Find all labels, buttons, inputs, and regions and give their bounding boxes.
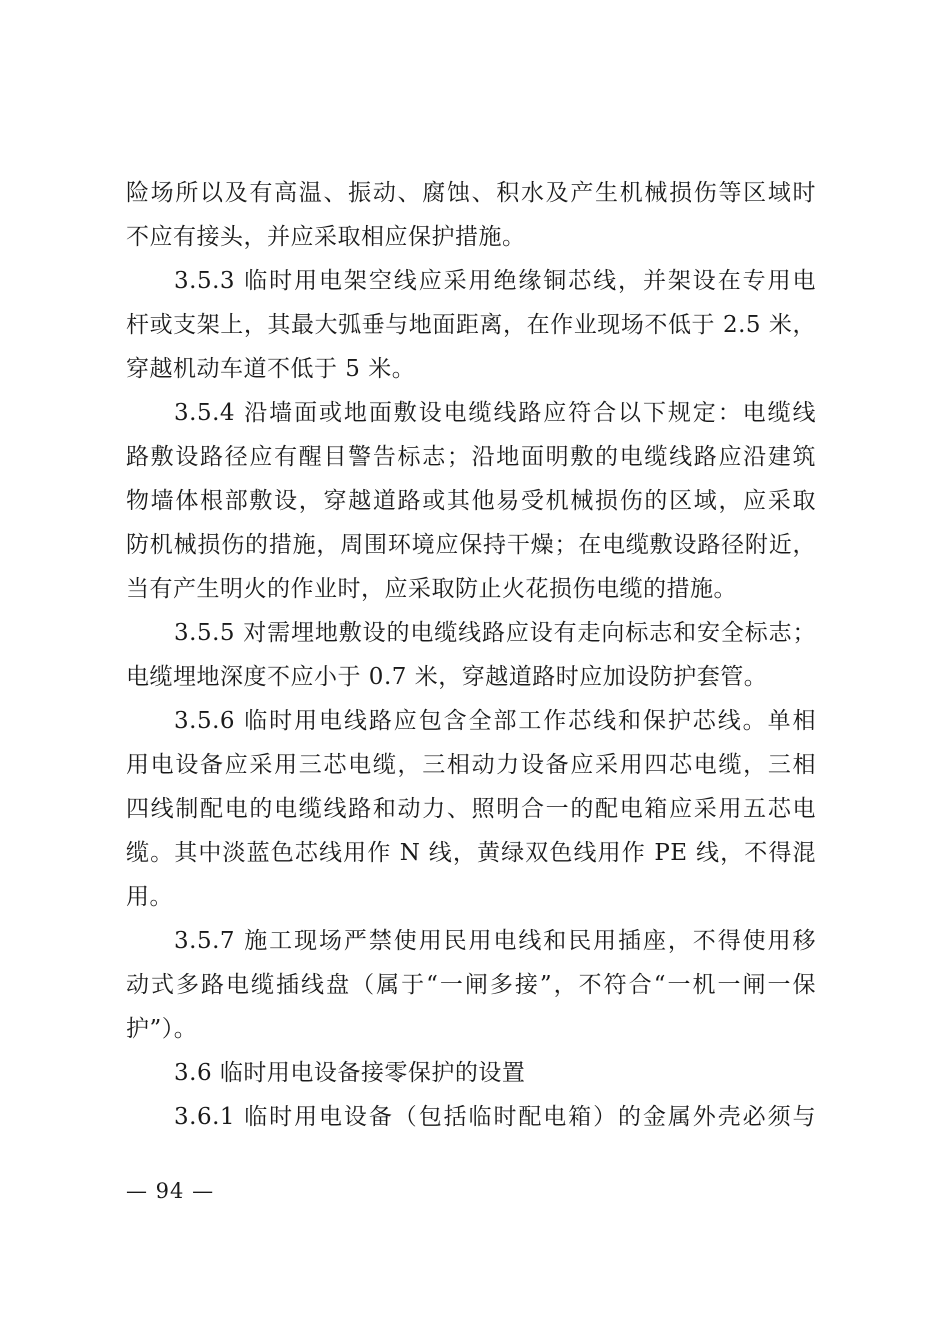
text-line: 用。 [126,884,173,910]
text-line: 防机械损伤的措施，周围环境应保持干燥；在电缆敷设路径附近， [126,532,816,558]
text-line: 用电设备应采用三芯电缆，三相动力设备应采用四芯电缆，三相 [126,752,816,778]
text-line: 动式多路电缆插线盘（属于“一闸多接”，不符合“一机一闸一保 [126,972,816,998]
page-number: — 94 — [126,1179,215,1203]
text-line: 当有产生明火的作业时，应采取防止火花损伤电缆的措施。 [126,576,737,602]
text-line: 路敷设路径应有醒目警告标志；沿地面明敷的电缆线路应沿建筑 [126,444,816,470]
text-line: 物墙体根部敷设，穿越道路或其他易受机械损伤的区域，应采取 [126,488,816,514]
text-line: 险场所以及有高温、振动、腐蚀、积水及产生机械损伤等区域时 [126,180,816,206]
text-line: 不应有接头，并应采取相应保护措施。 [126,224,526,250]
text-line: 缆。其中淡蓝色芯线用作 N 线，黄绿双色线用作 PE 线，不得混 [126,840,816,866]
text-line: 护”）。 [126,1016,198,1042]
text-line: 杆或支架上，其最大弧垂与地面距离，在作业现场不低于 2.5 米， [126,312,816,338]
clause-3-5-6-heading-line: 3.5.6 临时用电线路应包含全部工作芯线和保护芯线。单相 [174,708,816,734]
clause-3-5-3-heading-line: 3.5.3 临时用电架空线应采用绝缘铜芯线，并架设在专用电 [174,268,816,294]
clause-3-5-5-heading-line: 3.5.5 对需埋地敷设的电缆线路应设有走向标志和安全标志； [174,620,816,646]
text-line: 四线制配电的电缆线路和动力、照明合一的配电箱应采用五芯电 [126,796,816,822]
clause-3-6-1-heading-line: 3.6.1 临时用电设备（包括临时配电箱）的金属外壳必须与 [174,1104,816,1130]
text-line: 穿越机动车道不低于 5 米。 [126,356,416,382]
section-3-6-heading: 3.6 临时用电设备接零保护的设置 [174,1060,526,1086]
clause-3-5-7-heading-line: 3.5.7 施工现场严禁使用民用电线和民用插座，不得使用移 [174,928,816,954]
clause-3-5-4-heading-line: 3.5.4 沿墙面或地面敷设电缆线路应符合以下规定：电缆线 [174,400,816,426]
text-line: 电缆埋地深度不应小于 0.7 米，穿越道路时应加设防护套管。 [126,664,768,690]
